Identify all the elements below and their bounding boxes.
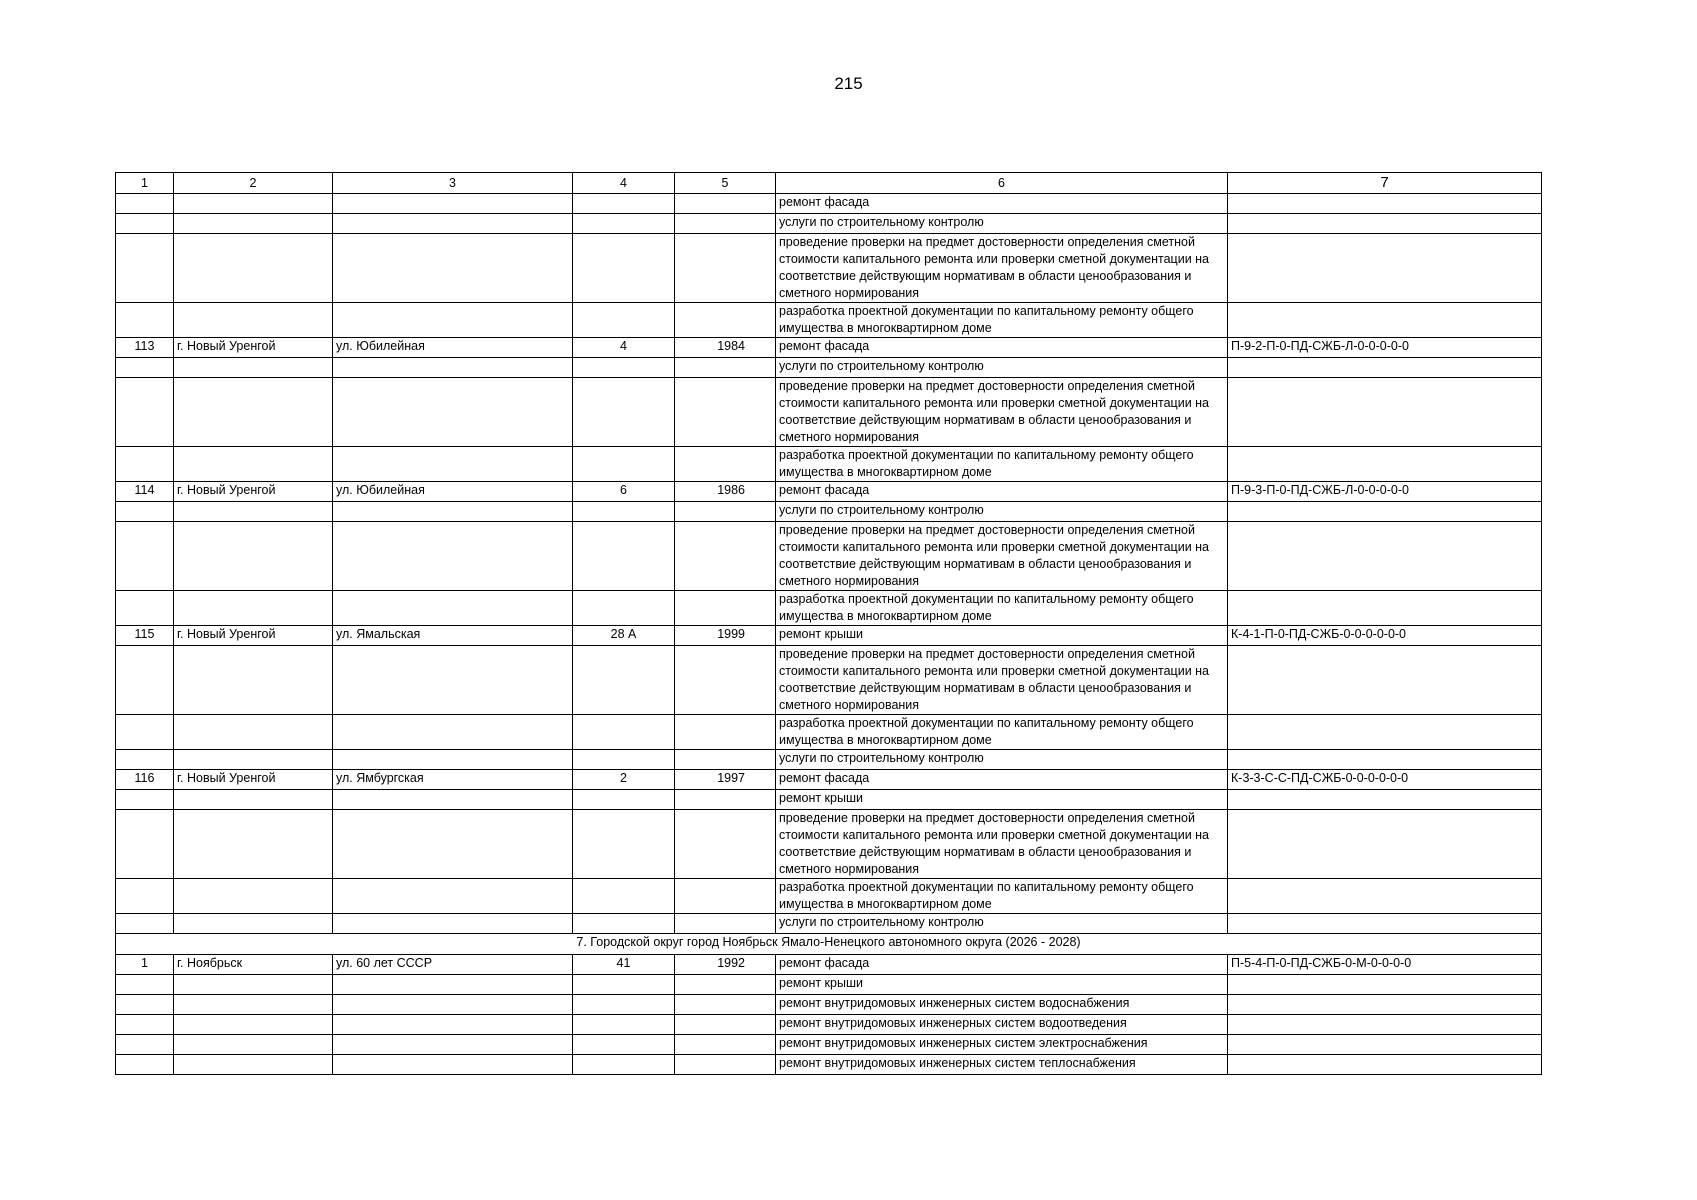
cell-city	[174, 790, 333, 810]
cell-number	[116, 914, 174, 934]
cell-year	[675, 646, 776, 715]
cell-year	[675, 1035, 776, 1055]
cell-number	[116, 810, 174, 879]
cell-house	[573, 1055, 675, 1075]
cell-code	[1228, 914, 1542, 934]
cell-street	[333, 646, 573, 715]
cell-work-type: услуги по строительному контролю	[776, 914, 1228, 934]
cell-city	[174, 975, 333, 995]
cell-city	[174, 194, 333, 214]
cell-house	[573, 646, 675, 715]
cell-code: К-4-1-П-0-ПД-СЖБ-0-0-0-0-0-0	[1228, 626, 1542, 646]
cell-work-type: ремонт крыши	[776, 975, 1228, 995]
cell-code: П-9-2-П-0-ПД-СЖБ-Л-0-0-0-0-0	[1228, 338, 1542, 358]
cell-work-type: услуги по строительному контролю	[776, 502, 1228, 522]
cell-street	[333, 214, 573, 234]
cell-work-type: ремонт внутридомовых инженерных систем водоотведения	[776, 1015, 1228, 1035]
cell-number	[116, 522, 174, 591]
table-row	[116, 214, 1542, 234]
cell-work-type: проведение проверки на предмет достоверности определения сметной стоимости капитального ремонта или проверки сметной документации на соответствие действующим нормативам в области ценообразования и сметного нормирования	[776, 522, 1228, 591]
cell-city: г. Новый Уренгой	[174, 626, 333, 646]
table-row	[116, 378, 1542, 447]
cell-work-type: разработка проектной документации по капитальному ремонту общего имущества в многоквартирном доме	[776, 303, 1228, 338]
table-row	[116, 502, 1542, 522]
cell-street	[333, 194, 573, 214]
cell-work-type: проведение проверки на предмет достоверности определения сметной стоимости капитального ремонта или проверки сметной документации на соответствие действующим нормативам в области ценообразования и сметного нормирования	[776, 234, 1228, 303]
cell-street	[333, 447, 573, 482]
cell-house	[573, 378, 675, 447]
cell-street	[333, 502, 573, 522]
table-row	[116, 914, 1542, 934]
cell-house	[573, 879, 675, 914]
cell-city	[174, 591, 333, 626]
cell-house: 28 А	[573, 626, 675, 646]
cell-code	[1228, 194, 1542, 214]
cell-house	[573, 194, 675, 214]
cell-year	[675, 914, 776, 934]
cell-city	[174, 810, 333, 879]
cell-city	[174, 447, 333, 482]
cell-work-type: ремонт фасада	[776, 194, 1228, 214]
cell-city	[174, 378, 333, 447]
cell-house	[573, 790, 675, 810]
cell-house	[573, 715, 675, 750]
cell-work-type: услуги по строительному контролю	[776, 214, 1228, 234]
cell-street	[333, 1015, 573, 1035]
cell-city: г. Новый Уренгой	[174, 770, 333, 790]
cell-number	[116, 502, 174, 522]
table-row	[116, 338, 1542, 358]
cell-street: ул. Ямальская	[333, 626, 573, 646]
cell-work-type: услуги по строительному контролю	[776, 358, 1228, 378]
cell-work-type: ремонт крыши	[776, 626, 1228, 646]
cell-work-type: ремонт внутридомовых инженерных систем электроснабжения	[776, 1035, 1228, 1055]
cell-house: 41	[573, 955, 675, 975]
cell-street	[333, 1055, 573, 1075]
cell-year	[675, 995, 776, 1015]
table-row	[116, 358, 1542, 378]
column-header: 3	[333, 173, 573, 194]
cell-work-type: разработка проектной документации по капитальному ремонту общего имущества в многоквартирном доме	[776, 591, 1228, 626]
cell-number	[116, 715, 174, 750]
cell-work-type: ремонт внутридомовых инженерных систем теплоснабжения	[776, 1055, 1228, 1075]
cell-street: ул. Юбилейная	[333, 338, 573, 358]
table-row	[116, 715, 1542, 750]
cell-house	[573, 810, 675, 879]
cell-code	[1228, 995, 1542, 1015]
cell-year	[675, 378, 776, 447]
cell-street	[333, 975, 573, 995]
cell-work-type: проведение проверки на предмет достоверности определения сметной стоимости капитального ремонта или проверки сметной документации на соответствие действующим нормативам в области ценообразования и сметного нормирования	[776, 810, 1228, 879]
cell-number: 116	[116, 770, 174, 790]
page-number: 215	[834, 74, 863, 93]
column-header: 4	[573, 173, 675, 194]
cell-year	[675, 790, 776, 810]
table-row	[116, 810, 1542, 879]
cell-number	[116, 790, 174, 810]
cell-house	[573, 502, 675, 522]
cell-year	[675, 750, 776, 770]
table-row	[116, 234, 1542, 303]
cell-code	[1228, 810, 1542, 879]
cell-house	[573, 975, 675, 995]
cell-number	[116, 975, 174, 995]
cell-number: 1	[116, 955, 174, 975]
cell-work-type: ремонт фасада	[776, 482, 1228, 502]
cell-code	[1228, 447, 1542, 482]
cell-code: К-3-3-С-С-ПД-СЖБ-0-0-0-0-0-0	[1228, 770, 1542, 790]
cell-street	[333, 591, 573, 626]
table-row	[116, 646, 1542, 715]
cell-work-type: ремонт фасада	[776, 338, 1228, 358]
cell-city	[174, 1015, 333, 1035]
cell-house: 2	[573, 770, 675, 790]
table-row	[116, 995, 1542, 1015]
cell-work-type: ремонт фасада	[776, 770, 1228, 790]
cell-street	[333, 879, 573, 914]
cell-street	[333, 995, 573, 1015]
cell-street	[333, 914, 573, 934]
cell-year	[675, 303, 776, 338]
table-row	[116, 1055, 1542, 1075]
column-header: 7	[1228, 173, 1542, 194]
cell-street	[333, 234, 573, 303]
header-row	[116, 173, 1542, 194]
cell-year	[675, 1055, 776, 1075]
table-row	[116, 955, 1542, 975]
cell-house	[573, 358, 675, 378]
cell-street	[333, 750, 573, 770]
cell-city	[174, 646, 333, 715]
cell-street: ул. Ямбургская	[333, 770, 573, 790]
cell-number: 115	[116, 626, 174, 646]
cell-code	[1228, 1015, 1542, 1035]
cell-work-type: проведение проверки на предмет достоверности определения сметной стоимости капитального ремонта или проверки сметной документации на соответствие действующим нормативам в области ценообразования и сметного нормирования	[776, 646, 1228, 715]
cell-street: ул. Юбилейная	[333, 482, 573, 502]
table-row	[116, 447, 1542, 482]
cell-code	[1228, 214, 1542, 234]
table-row	[116, 1015, 1542, 1035]
cell-code	[1228, 1055, 1542, 1075]
cell-house	[573, 995, 675, 1015]
column-header: 1	[116, 173, 174, 194]
cell-work-type: ремонт внутридомовых инженерных систем водоснабжения	[776, 995, 1228, 1015]
cell-number	[116, 995, 174, 1015]
cell-code	[1228, 522, 1542, 591]
cell-number	[116, 303, 174, 338]
cell-year	[675, 194, 776, 214]
table-row	[116, 626, 1542, 646]
cell-work-type: проведение проверки на предмет достоверности определения сметной стоимости капитального ремонта или проверки сметной документации на соответствие действующим нормативам в области ценообразования и сметного нормирования	[776, 378, 1228, 447]
cell-house	[573, 914, 675, 934]
cell-code	[1228, 591, 1542, 626]
cell-work-type: разработка проектной документации по капитальному ремонту общего имущества в многоквартирном доме	[776, 447, 1228, 482]
cell-year	[675, 358, 776, 378]
cell-work-type: разработка проектной документации по капитальному ремонту общего имущества в многоквартирном доме	[776, 715, 1228, 750]
cell-number: 113	[116, 338, 174, 358]
cell-year	[675, 447, 776, 482]
cell-house	[573, 303, 675, 338]
cell-number	[116, 1015, 174, 1035]
cell-city	[174, 715, 333, 750]
cell-year: 1984	[675, 338, 776, 358]
cell-work-type: ремонт фасада	[776, 955, 1228, 975]
cell-number	[116, 1035, 174, 1055]
cell-year	[675, 234, 776, 303]
cell-city	[174, 1035, 333, 1055]
cell-street	[333, 358, 573, 378]
cell-number	[116, 591, 174, 626]
cell-code	[1228, 1035, 1542, 1055]
cell-house	[573, 750, 675, 770]
cell-house	[573, 214, 675, 234]
cell-number	[116, 1055, 174, 1075]
cell-city	[174, 358, 333, 378]
table-row	[116, 975, 1542, 995]
cell-code: П-9-3-П-0-ПД-СЖБ-Л-0-0-0-0-0	[1228, 482, 1542, 502]
cell-code	[1228, 303, 1542, 338]
cell-number	[116, 646, 174, 715]
cell-code	[1228, 502, 1542, 522]
cell-number	[116, 234, 174, 303]
cell-city	[174, 750, 333, 770]
cell-city	[174, 214, 333, 234]
column-header: 6	[776, 173, 1228, 194]
cell-code	[1228, 234, 1542, 303]
cell-street: ул. 60 лет СССР	[333, 955, 573, 975]
cell-city: г. Ноябрьск	[174, 955, 333, 975]
cell-number	[116, 879, 174, 914]
cell-work-type: ремонт крыши	[776, 790, 1228, 810]
cell-code	[1228, 715, 1542, 750]
cell-house	[573, 522, 675, 591]
cell-street	[333, 378, 573, 447]
capital-repair-table	[115, 172, 1542, 1075]
table-row	[116, 1035, 1542, 1055]
cell-street	[333, 522, 573, 591]
column-header: 5	[675, 173, 776, 194]
cell-code	[1228, 378, 1542, 447]
cell-year	[675, 591, 776, 626]
cell-house	[573, 1035, 675, 1055]
table-row	[116, 750, 1542, 770]
cell-house	[573, 591, 675, 626]
cell-year	[675, 214, 776, 234]
section-row	[116, 934, 1542, 955]
cell-city	[174, 522, 333, 591]
table-row	[116, 522, 1542, 591]
cell-city	[174, 1055, 333, 1075]
cell-number: 114	[116, 482, 174, 502]
cell-street	[333, 303, 573, 338]
cell-code: П-5-4-П-0-ПД-СЖБ-0-М-0-0-0-0	[1228, 955, 1542, 975]
table-row	[116, 482, 1542, 502]
cell-work-type: разработка проектной документации по капитальному ремонту общего имущества в многоквартирном доме	[776, 879, 1228, 914]
cell-city: г. Новый Уренгой	[174, 338, 333, 358]
cell-year	[675, 715, 776, 750]
cell-city	[174, 234, 333, 303]
cell-work-type: услуги по строительному контролю	[776, 750, 1228, 770]
cell-year	[675, 879, 776, 914]
cell-house: 6	[573, 482, 675, 502]
cell-code	[1228, 879, 1542, 914]
cell-number	[116, 378, 174, 447]
table-row	[116, 591, 1542, 626]
cell-house	[573, 234, 675, 303]
cell-number	[116, 447, 174, 482]
cell-code	[1228, 646, 1542, 715]
table-row	[116, 770, 1542, 790]
cell-year	[675, 522, 776, 591]
cell-number	[116, 194, 174, 214]
cell-code	[1228, 975, 1542, 995]
cell-street	[333, 810, 573, 879]
cell-code	[1228, 750, 1542, 770]
column-header: 2	[174, 173, 333, 194]
cell-code	[1228, 790, 1542, 810]
cell-house: 4	[573, 338, 675, 358]
table-row	[116, 790, 1542, 810]
cell-city	[174, 914, 333, 934]
table-row	[116, 879, 1542, 914]
cell-year	[675, 975, 776, 995]
cell-year: 1997	[675, 770, 776, 790]
cell-year	[675, 1015, 776, 1035]
cell-year: 1999	[675, 626, 776, 646]
cell-number	[116, 750, 174, 770]
cell-year	[675, 502, 776, 522]
cell-year: 1992	[675, 955, 776, 975]
table-body	[116, 173, 1542, 1075]
cell-street	[333, 715, 573, 750]
cell-street	[333, 790, 573, 810]
table-row	[116, 303, 1542, 338]
section-title: 7. Городской округ город Ноябрьск Ямало-Ненецкого автономного округа (2026 - 2028)	[116, 934, 1542, 955]
cell-city	[174, 995, 333, 1015]
cell-city	[174, 879, 333, 914]
cell-city: г. Новый Уренгой	[174, 482, 333, 502]
cell-number	[116, 358, 174, 378]
cell-house	[573, 1015, 675, 1035]
cell-number	[116, 214, 174, 234]
cell-year: 1986	[675, 482, 776, 502]
cell-city	[174, 502, 333, 522]
cell-city	[174, 303, 333, 338]
cell-street	[333, 1035, 573, 1055]
table-row	[116, 194, 1542, 214]
cell-year	[675, 810, 776, 879]
cell-code	[1228, 358, 1542, 378]
cell-house	[573, 447, 675, 482]
